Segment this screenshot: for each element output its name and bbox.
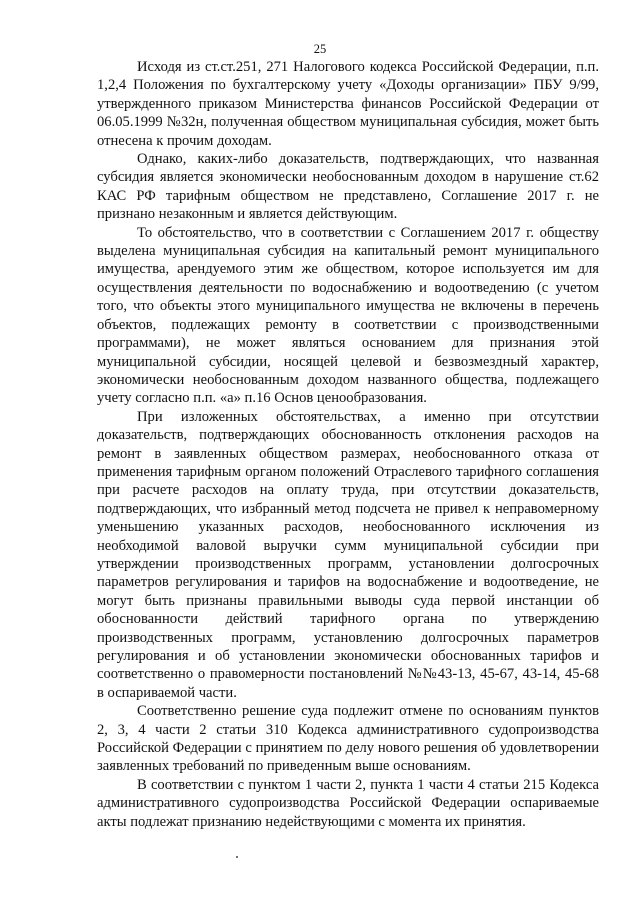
paragraph-5: Соответственно решение суда подлежит отмене по основаниям пунктов 2, 3, 4 части 2 статьи 310 Кодекса административного судопроизводства Российской Федерации с принятием по делу нового решения об удовлетворении заявленных требований по приведенным выше основаниям.	[97, 703, 599, 775]
scan-speck	[236, 856, 238, 858]
paragraph-2: Однако, каких-либо доказательств, подтверждающих, что названная субсидия является экономически необоснованным доходом в нарушение ст.62 КАС РФ тарифным обществом не представлено, Соглашение 2017 г. не признано незаконным и является действующим.	[97, 151, 599, 223]
paragraph-3: То обстоятельство, что в соответствии с Соглашением 2017 г. обществу выделена муниципальная субсидия на капитальный ремонт муниципального имущества, арендуемого этим же обществом, которое используется им для осуществления деятельности по водоснабжению и водоотведению (с учетом того, что объекты этого муниципального имущества не включены в перечень объектов, подлежащих ремонту в соответствии с производственными программами), не может являться основанием для признания этой муниципальной субсидии, носящей целевой и безвозмездный характер, экономически необоснованным доходом названного общества, подлежащего учету согласно п.п. «а» п.16 Основ ценообразования.	[97, 224, 599, 407]
paragraph-1: Исходя из ст.ст.251, 271 Налогового кодекса Российской Федерации, п.п. 1,2,4 Положения по бухгалтерскому учету «Доходы организации» ПБУ 9/99, утвержденного приказом Министерства финансов Российской Федерации от 06.05.1999 №32н, полученная обществом муниципальная субсидия, может быть отнесена к прочим доходам.	[97, 59, 599, 149]
page-number: 25	[313, 42, 327, 56]
paragraph-4: При изложенных обстоятельствах, а именно при отсутствии доказательств, подтверждающих обоснованность отклонения расходов на ремонт в заявленных обществом размерах, необоснованного отказа от применения тарифным органом положений Отраслевого тарифного соглашения при расчете расходов на оплату труда, при отсутствии доказательств, подтверждающих, что избранный метод подсчета не привел к неправомерному уменьшению указанных расходов, необоснованного исключения из необходимой валовой выручки сумм муниципальной субсидии при утверждении производственных программ, установлении долгосрочных параметров регулирования и тарифов на водоснабжение и водоотведение, не могут быть признаны правильными выводы суда первой инстанции об обоснованности действий тарифного органа по утверждению производственных программ, установлению долгосрочных параметров регулирования и об установлении экономически обоснованных тарифов и соответственно о правомерности постановлений №№43-13, 45-67, 43-14, 45-68 в оспариваемой части.	[97, 408, 599, 701]
paragraph-6: В соответствии с пунктом 1 части 2, пункта 1 части 4 статьи 215 Кодекса административного судопроизводства Российской Федерации оспариваемые акты подлежат признанию недействующими с момента их принятия.	[97, 776, 599, 830]
document-body	[97, 58, 599, 831]
